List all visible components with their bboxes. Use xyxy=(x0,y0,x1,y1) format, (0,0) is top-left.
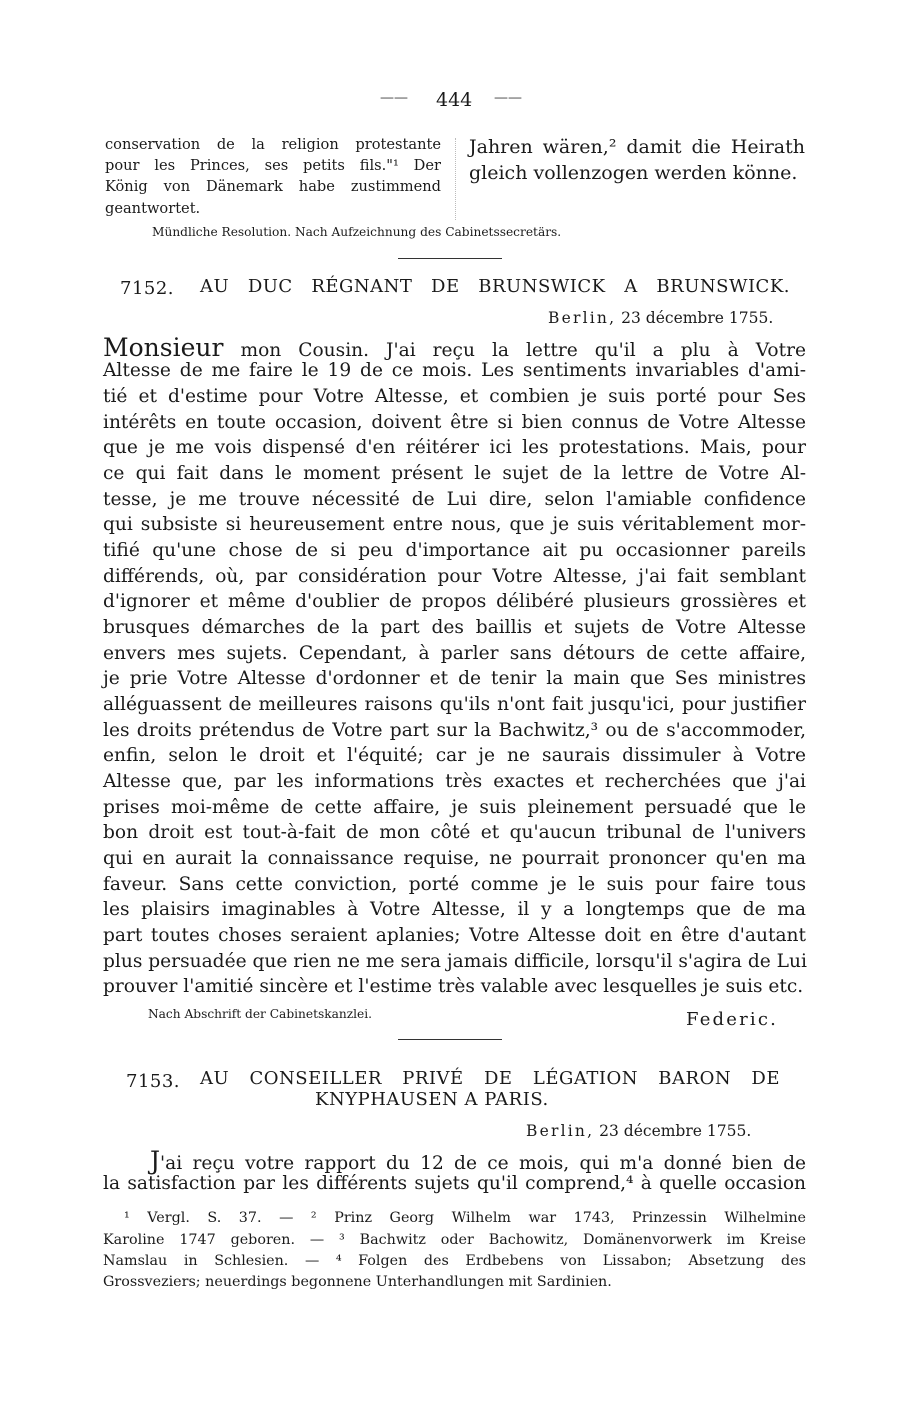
body-line: intérêts en toute occasion, doivent être si bien connus de Votre Altesse xyxy=(103,412,806,433)
left-column-line: König von Dänemark habe zustimmend xyxy=(105,178,441,195)
body-line: prouver l'amitié sincère et l'estime très valable avec lesquelles je suis etc. xyxy=(103,976,804,997)
body-line: différends, où, par considération pour Votre Altesse, j'ai fait semblant xyxy=(103,566,806,587)
section-divider xyxy=(398,258,502,259)
letter-heading-line: AU CONSEILLER PRIVÉ DE LÉGATION BARON DE xyxy=(200,1068,780,1089)
body-line: je prie Votre Altesse d'ordonner et de tenir la main que Ses ministres xyxy=(103,668,806,689)
body-line: brusques démarches de la part des baillis et sujets de Votre Altesse xyxy=(103,617,806,638)
left-column-line: geantwortet. xyxy=(105,200,201,217)
body-line xyxy=(150,1146,806,1175)
opening-line-text: mon Cousin. J'ai reçu la lettre qu'il a plu à Votre xyxy=(223,340,806,361)
body-line: plus persuadée que rien ne me sera jamais difficile, lorsqu'il s'agira de Lui xyxy=(103,951,807,972)
body-line: bon droit est tout-à-fait de mon côté et qu'aucun tribunal de l'univers xyxy=(103,822,806,843)
body-line: Altesse que, par les informations très exactes et recherchées que j'ai xyxy=(103,771,806,792)
letter-place: Berlin, xyxy=(526,1122,595,1140)
body-line: que je me vois dispensé d'en réitérer ici les protestations. Mais, pour xyxy=(103,437,806,458)
footnote-line: ¹ Vergl. S. 37. — ² Prinz Georg Wilhelm war 1743, Prinzessin Wilhelmine xyxy=(124,1210,806,1226)
opening-letter: J xyxy=(150,1146,161,1175)
right-column-line: gleich vollenzogen werden könne. xyxy=(469,162,798,184)
letter-dateline xyxy=(526,1122,751,1140)
body-line: Altesse de me faire le 19 de ce mois. Les sentiments invariables d'ami- xyxy=(103,360,806,381)
body-line: qui en aurait la connaissance requise, ne pourrait prononcer qu'en ma xyxy=(103,848,806,869)
letter-number: 7152. xyxy=(120,278,175,299)
right-column-line: Jahren wären,² damit die Heirath xyxy=(469,136,805,158)
left-column-line: conservation de la religion protestante xyxy=(105,136,441,153)
footnote-line: Karoline 1747 geboren. — ³ Bachwitz oder Bachowitz, Domänenvorwerk im Kreise xyxy=(103,1232,806,1248)
body-line xyxy=(103,333,806,362)
letter-date: 23 décembre 1755. xyxy=(621,309,774,327)
left-column-line: pour les Princes, ses petits fils."¹ Der xyxy=(105,157,441,174)
column-divider xyxy=(455,138,456,220)
body-line: part toutes choses seraient aplanies; Votre Altesse doit en être d'autant xyxy=(103,925,806,946)
body-line: qui subsiste si heureusement entre nous, que je suis véritablement mor- xyxy=(103,514,806,535)
body-line: tié et d'estime pour Votre Altesse, et combien je suis porté pour Ses xyxy=(103,386,806,407)
body-line: d'ignorer et même d'oublier de propos délibéré plusieurs grossières et xyxy=(103,591,806,612)
footnote-line: Grossveziers; neuerdings begonnene Unterhandlungen mit Sardinien. xyxy=(103,1274,612,1290)
opening-line-text: 'ai reçu votre rapport du 12 de ce mois, qui m'a donné bien de xyxy=(160,1153,806,1174)
letter-dateline xyxy=(548,309,773,327)
section-divider xyxy=(398,1039,502,1040)
source-note: Mündliche Resolution. Nach Aufzeichnung des Cabinetssecretärs. xyxy=(152,225,562,239)
body-line: tifié qu'une chose de si peu d'importance ait pu occasionner pareils xyxy=(103,540,806,561)
page-number: 444 xyxy=(436,89,473,111)
body-line: les plaisirs imaginables à Votre Altesse, il y a longtemps que de ma xyxy=(103,899,806,920)
source-note: Nach Abschrift der Cabinetskanzlei. xyxy=(148,1007,373,1021)
opening-word: Monsieur xyxy=(103,333,224,362)
body-line: prises moi-même de cette affaire, je suis pleinement persuadé que le xyxy=(103,797,806,818)
page-number-deco-left: —— xyxy=(380,90,408,106)
body-line: la satisfaction par les différents sujets qu'il comprend,⁴ à quelle occasion xyxy=(103,1173,806,1194)
page-number-deco-right: —— xyxy=(494,90,522,106)
body-line: les droits prétendus de Votre part sur la Bachwitz,³ ou de s'accommoder, xyxy=(103,720,806,741)
body-line: envers mes sujets. Cependant, à parler sans détours de cette affaire, xyxy=(103,643,806,664)
signature: Federic. xyxy=(686,1009,779,1030)
letter-heading-line: KNYPHAUSEN A PARIS. xyxy=(315,1089,549,1110)
letter-place: Berlin, xyxy=(548,309,617,327)
body-line: alléguassent de meilleures raisons qu'ils n'ont fait jusqu'ici, pour justifier xyxy=(103,694,806,715)
letter-date: 23 décembre 1755. xyxy=(599,1122,752,1140)
body-line: enfin, selon le droit et l'équité; car je ne saurais dissimuler à Votre xyxy=(103,745,806,766)
letter-heading: AU DUC RÉGNANT DE BRUNSWICK A BRUNSWICK. xyxy=(200,276,790,297)
footnote-line: Namslau in Schlesien. — ⁴ Folgen des Erdbebens von Lissabon; Absetzung des xyxy=(103,1253,806,1269)
letter-number: 7153. xyxy=(126,1071,181,1092)
body-line: tesse, je me trouve nécessité de Lui dire, selon l'amiable confidence xyxy=(103,489,806,510)
body-line: faveur. Sans cette conviction, porté comme je le suis pour faire tous xyxy=(103,874,806,895)
body-line: ce qui fait dans le moment présent le sujet de la lettre de Votre Al- xyxy=(103,463,806,484)
